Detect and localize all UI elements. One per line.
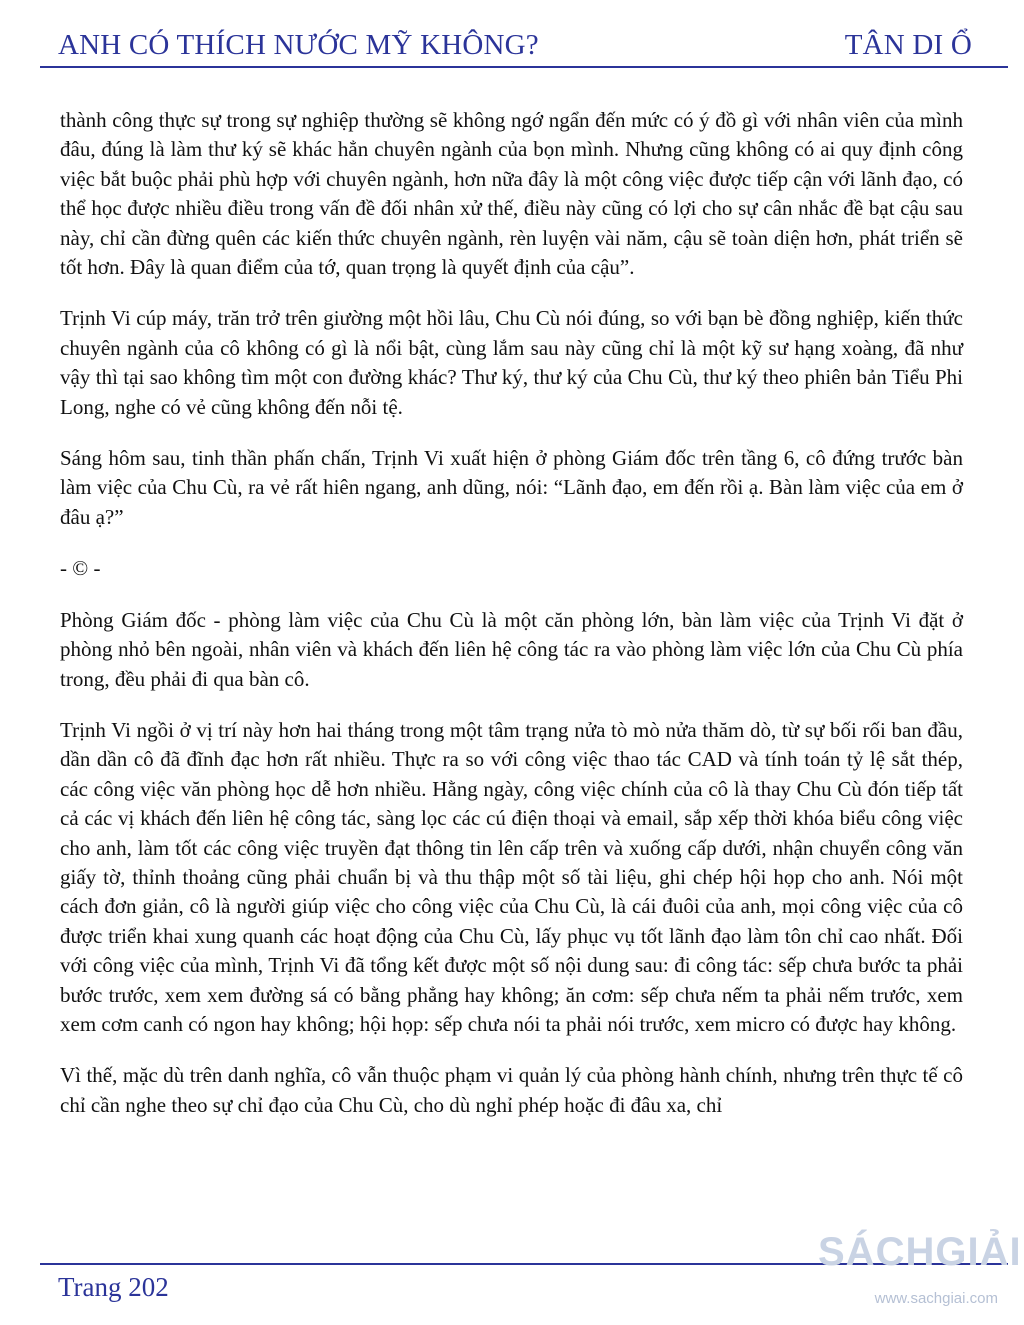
paragraph: Vì thế, mặc dù trên danh nghĩa, cô vẫn thuộc phạm vi quản lý của phòng hành chính, nhưng trên thực tế cô chỉ cần nghe theo sự chỉ đạo của Chu Cù, cho dù nghỉ phép hoặc đi đâu xa, chỉ: [60, 1063, 963, 1117]
paragraph: Trịnh Vi ngồi ở vị trí này hơn hai tháng trong một tâm trạng nửa tò mò nửa thăm dò, từ sự bối rối ban đầu, dần dần cô đã đĩnh đạc hơn rất nhiều. Thực ra so với công việc thao tác CAD và tính toán tỷ lệ sắt thép, các công việc văn phòng học dễ hơn nhiều. Hằng ngày, công việc chính của cô là thay Chu Cù đón tiếp tất cả các vị khách đến liên hệ công tác, sàng lọc các cú điện thoại và email, sắp xếp thời khóa biểu công việc cho anh, làm tốt các công việc truyền đạt thông tin lên cấp trên và xuống cấp dưới, nhận chuyển công văn giấy tờ, thỉnh thoảng cũng phải chuẩn bị và thu thập một số tài liệu, ghi chép hội họp cho anh. Nói một cách đơn giản, cô là người giúp việc cho công việc của Chu Cù, là cái đuôi của anh, mọi công việc của cô được triển khai xung quanh các hoạt động của Chu Cù, lấy phục vụ tốt lãnh đạo làm tôn chỉ cao nhất. Đối với công việc của mình, Trịnh Vi đã tổng kết được một số nội dung sau: đi công tác: sếp chưa bước ta phải bước trước, xem xem đường sá có bằng phẳng hay không; ăn cơm: sếp chưa nếm ta phải nếm trước, xem xem cơm canh có ngon hay không; hội họp: sếp chưa nói ta phải nói trước, xem micro có được hay không.: [60, 717, 963, 1036]
page-number: Trang 202: [58, 1272, 169, 1302]
watermark: [818, 1228, 1022, 1320]
header-divider: [40, 66, 1008, 68]
watermark-logo: SÁCHGIẢI: [818, 1230, 1022, 1274]
paragraph: Sáng hôm sau, tinh thần phấn chấn, Trịnh Vi xuất hiện ở phòng Giám đốc trên tầng 6, cô đứng trước bàn làm việc của Chu Cù, ra vẻ rất hiên ngang, anh dũng, nói: “Lãnh đạo, em đến rồi ạ. Bàn làm việc của em ở đâu ạ?”: [60, 446, 963, 529]
watermark-url: www.sachgiai.com: [874, 1290, 998, 1307]
paragraph: thành công thực sự trong sự nghiệp thường sẽ không ngớ ngẩn đến mức có ý đồ gì với nhân viên của mình đâu, đúng là làm thư ký sẽ khác hẳn chuyên ngành của bọn mình. Nhưng cũng không có ai quy định công việc bắt buộc phải phù hợp với chuyên ngành, hơn nữa đây là một công việc được tiếp cận với lãnh đạo, có thể học được nhiều điều trong vấn đề đối nhân xử thế, điều này cũng có lợi cho sự cân nhắc đề bạt cậu sau này, chỉ cần đừng quên các kiến thức chuyên ngành, rèn luyện vài năm, cậu sẽ toàn diện hơn, phát triển sẽ tốt hơn. Đây là quan điểm của tớ, quan trọng là quyết định của cậu”.: [60, 108, 963, 280]
page-header: [58, 18, 972, 62]
paragraph: Phòng Giám đốc - phòng làm việc của Chu Cù là một căn phòng lớn, bàn làm việc của Trịnh Vi đặt ở phòng nhỏ bên ngoài, nhân viên và khách đến liên hệ công tác ra vào phòng làm việc lớn của Chu Cù phía trong, đều phải đi qua bàn cô.: [60, 607, 963, 691]
author-name: TÂN DI Ổ: [844, 29, 972, 61]
book-title: ANH CÓ THÍCH NƯỚC MỸ KHÔNG?: [58, 29, 539, 61]
section-separator: - © -: [60, 556, 101, 581]
paragraph: Trịnh Vi cúp máy, trăn trở trên giường một hồi lâu, Chu Cù nói đúng, so với bạn bè đồng nghiệp, kiến thức chuyên ngành của cô không có gì là nổi bật, cùng lắm sau này cũng chỉ là một kỹ sư hạng xoàng, đã như vậy thì tại sao không tìm một con đường khác? Thư ký, thư ký của Chu Cù, thư ký theo phiên bản Tiểu Phi Long, nghe có vẻ cũng không đến nỗi tệ.: [60, 306, 963, 419]
page-body: [60, 106, 963, 1142]
